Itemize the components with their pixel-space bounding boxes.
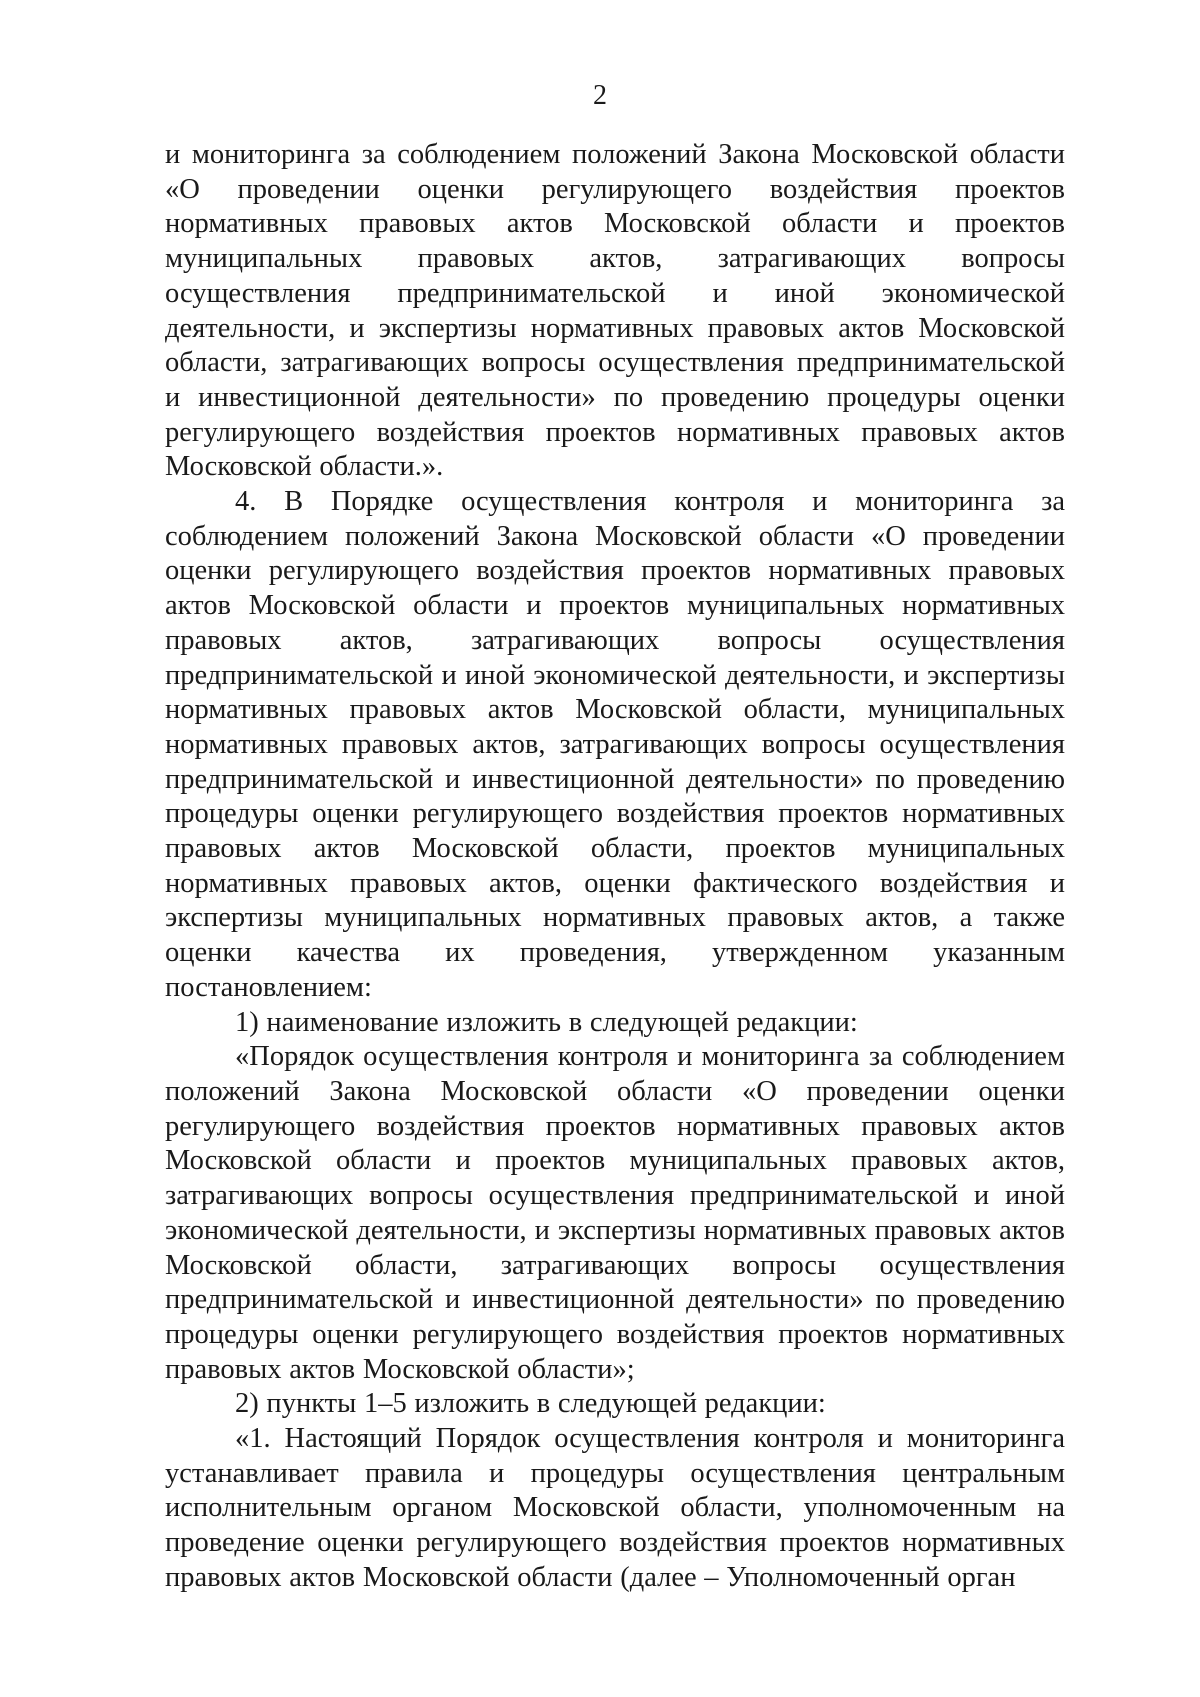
page-number: 2 — [593, 80, 607, 111]
paragraph-subitem-1: 1) наименование изложить в следующей редакции: — [235, 1006, 858, 1038]
paragraph-new-title: «Порядок осуществления контроля и мониторинга за соблюдением положений Закона Московской области «О проведении оценки регулирующего воздействия проектов нормативных правовых актов Московской области и проектов муниципальных правовых актов, затрагивающих вопросы осуществления предпринимательской и иной экономической деятельности, и экспертизы нормативных правовых актов Московской области, затрагивающих вопросы осуществления предпринимательской и инвестиционной деятельности» по проведению процедуры оценки регулирующего воздействия проектов нормативных правовых актов Московской области»; — [165, 1041, 1065, 1385]
paragraph-point-1: «1. Настоящий Порядок осуществления контроля и мониторинга устанавливает правила и процедуры осуществления центральным исполнительным органом Московской области, уполномоченным на проведение оценки регулирующего воздействия проектов нормативных правовых актов Московской области (далее – Уполномоченный орган — [165, 1423, 1065, 1593]
paragraph-item-4: 4. В Порядке осуществления контроля и мониторинга за соблюдением положений Закона Московской области «О проведении оценки регулирующего воздействия проектов нормативных правовых актов Московской области и проектов муниципальных нормативных правовых актов, затрагивающих вопросы осуществления предпринимательской и иной экономической деятельности, и экспертизы нормативных правовых актов Московской области, муниципальных нормативных правовых актов, затрагивающих вопросы осуществления предпринимательской и инвестиционной деятельности» по проведению процедуры оценки регулирующего воздействия проектов нормативных правовых актов Московской области, проектов муниципальных нормативных правовых актов, оценки фактического воздействия и экспертизы муниципальных нормативных правовых актов, а также оценки качества их проведения, утвержденном указанным постановлением: — [165, 486, 1065, 1003]
paragraph-subitem-2: 2) пункты 1–5 изложить в следующей редакции: — [235, 1388, 826, 1420]
document-body — [165, 138, 1065, 1596]
paragraph-continuation: и мониторинга за соблюдением положений Закона Московской области «О проведении оценки регулирующего воздействия проектов нормативных правовых актов Московской области и проектов муниципальных правовых актов, затрагивающих вопросы осуществления предпринимательской и иной экономической деятельности, и экспертизы нормативных правовых актов Московской области, затрагивающих вопросы осуществления предпринимательской и инвестиционной деятельности» по проведению процедуры оценки регулирующего воздействия проектов нормативных правовых актов Московской области.». — [165, 139, 1065, 483]
